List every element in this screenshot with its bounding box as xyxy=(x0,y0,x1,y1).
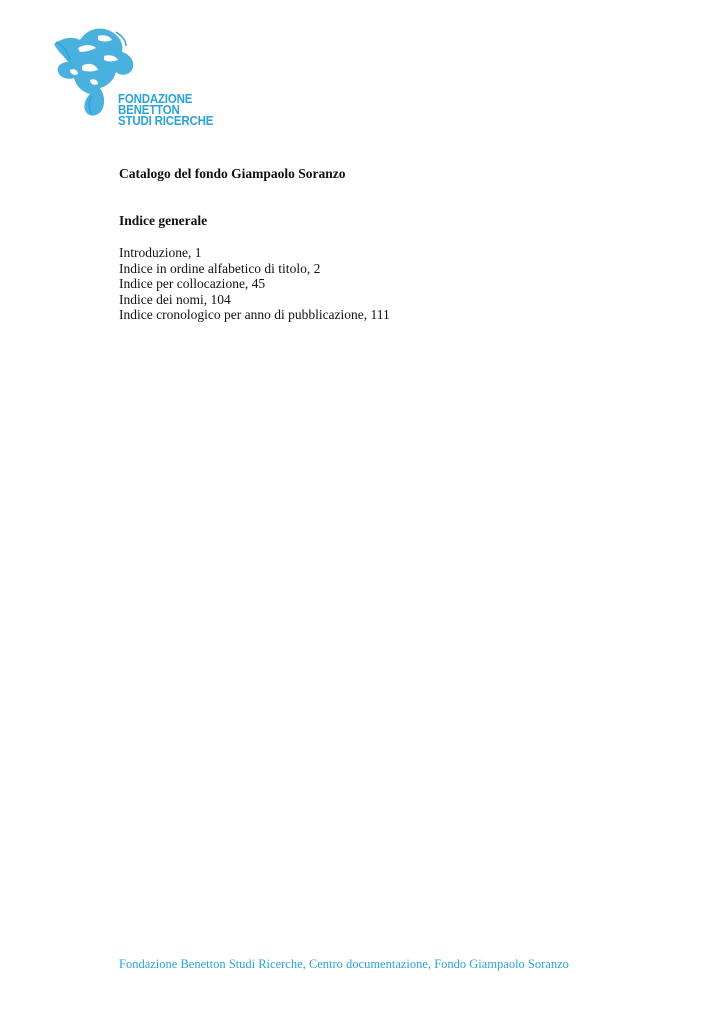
section-heading: Indice generale xyxy=(119,213,208,228)
foundation-logo-text xyxy=(118,94,213,127)
document-title: Catalogo del fondo Giampaolo Soranzo xyxy=(119,166,346,181)
toc-item: Indice in ordine alfabetico di titolo, 2 xyxy=(119,260,321,276)
toc-item: Indice cronologico per anno di pubblicazione, 111 xyxy=(119,307,390,322)
table-of-contents xyxy=(119,245,390,323)
logo-line-3: STUDI RICERCHE xyxy=(118,114,214,128)
page-footer: Fondazione Benetton Studi Ricerche, Centro documentazione, Fondo Giampaolo Soranzo xyxy=(119,957,569,971)
toc-item: Indice per collocazione, 45 xyxy=(119,276,266,291)
toc-item: Introduzione, 1 xyxy=(119,245,202,260)
toc-item: Indice dei nomi, 104 xyxy=(119,291,231,307)
foundation-logo xyxy=(52,26,222,136)
logo-line-1: FONDAZIONE xyxy=(118,92,193,106)
logo-line-2: BENETTON xyxy=(118,103,180,117)
